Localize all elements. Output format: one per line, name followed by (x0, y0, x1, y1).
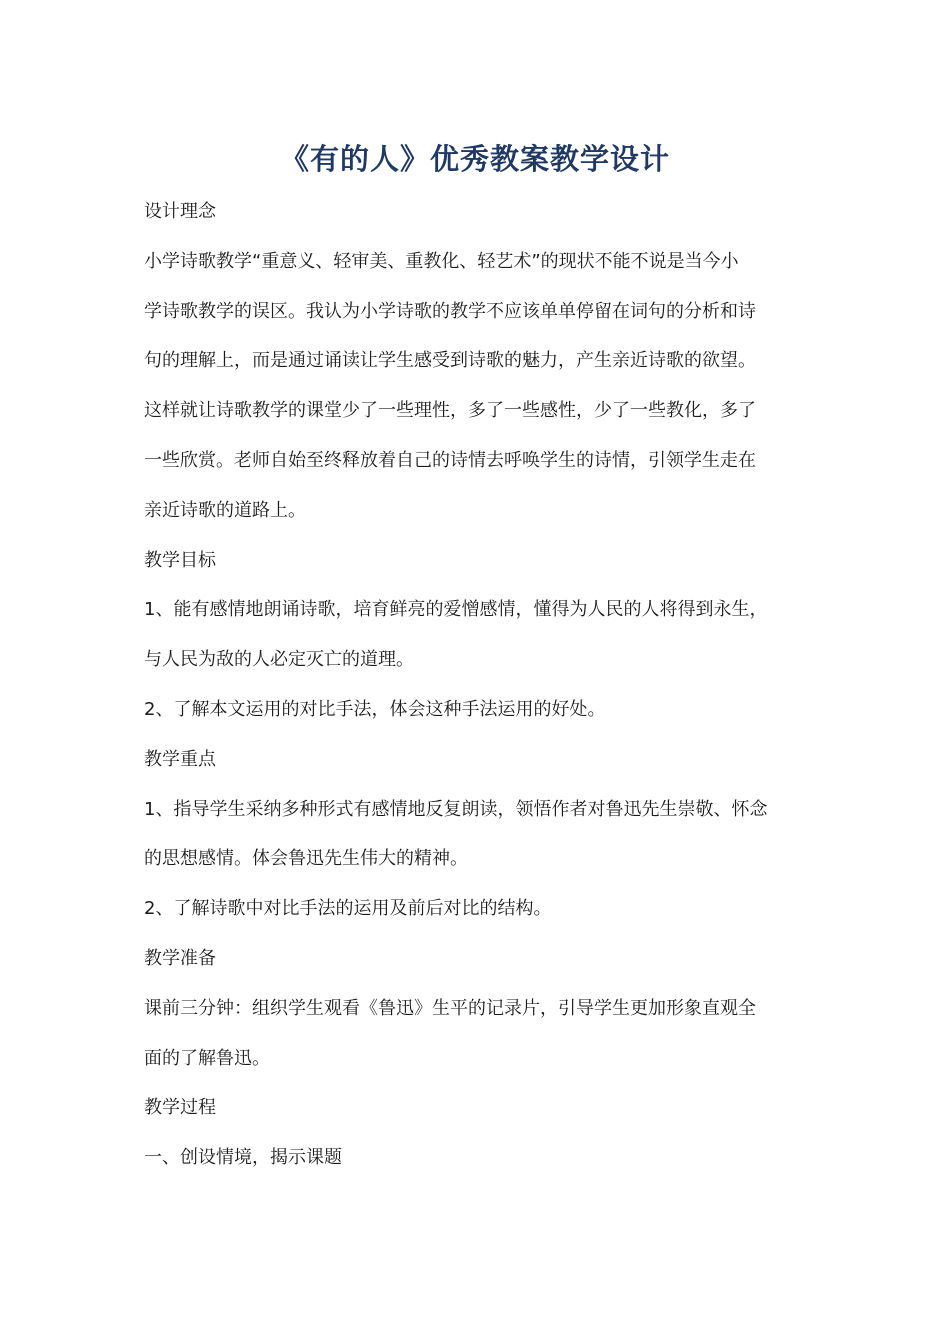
paragraph-line: 1、能有感情地朗诵诗歌，培育鲜亮的爱憎感情，懂得为人民的人将得到永生， (144, 599, 768, 621)
paragraph-line: 2、了解本文运用的对比手法，体会这种手法运用的好处。 (144, 698, 606, 720)
heading-teaching-process: 教学过程 (144, 1097, 216, 1119)
heading-teaching-focus: 教学重点 (144, 748, 216, 770)
paragraph-line: 课前三分钟：组织学生观看《鲁迅》生平的记录片，引导学生更加形象直观全 (144, 997, 756, 1019)
document-body (144, 187, 816, 1183)
paragraph-line: 句的理解上，而是通过诵读让学生感受到诗歌的魅力，产生亲近诗歌的欲望。 (144, 350, 756, 372)
paragraph-line: 1、指导学生采纳多种形式有感情地反复朗读，领悟作者对鲁迅先生崇敬、怀念 (144, 798, 768, 820)
heading-teaching-preparation: 教学准备 (144, 947, 216, 969)
paragraph-line: 2、了解诗歌中对比手法的运用及前后对比的结构。 (144, 898, 552, 920)
paragraph-line: 这样就让诗歌教学的课堂少了一些理性，多了一些感性，少了一些教化，多了 (144, 400, 756, 422)
paragraph-line: 小学诗歌教学“重意义、轻审美、重教化、轻艺术”的现状不能不说是当今小 (144, 250, 739, 272)
paragraph-line: 与人民为敌的人必定灭亡的道理。 (144, 649, 414, 671)
heading-teaching-goals: 教学目标 (144, 549, 216, 571)
paragraph-line: 亲近诗歌的道路上。 (144, 499, 306, 521)
document-title: 《有的人》优秀教案教学设计 (279, 142, 670, 176)
paragraph-line: 面的了解鲁迅。 (144, 1047, 270, 1069)
paragraph-line: 的思想感情。体会鲁迅先生伟大的精神。 (144, 848, 468, 870)
heading-design-concept: 设计理念 (144, 201, 216, 222)
paragraph-line: 学诗歌教学的误区。我认为小学诗歌的教学不应该单单停留在词句的分析和诗 (144, 300, 756, 322)
paragraph-line: 一些欣赏。老师自始至终释放着自己的诗情去呼唤学生的诗情，引领学生走在 (144, 449, 756, 471)
section-heading: 一、创设情境，揭示课题 (144, 1147, 342, 1169)
